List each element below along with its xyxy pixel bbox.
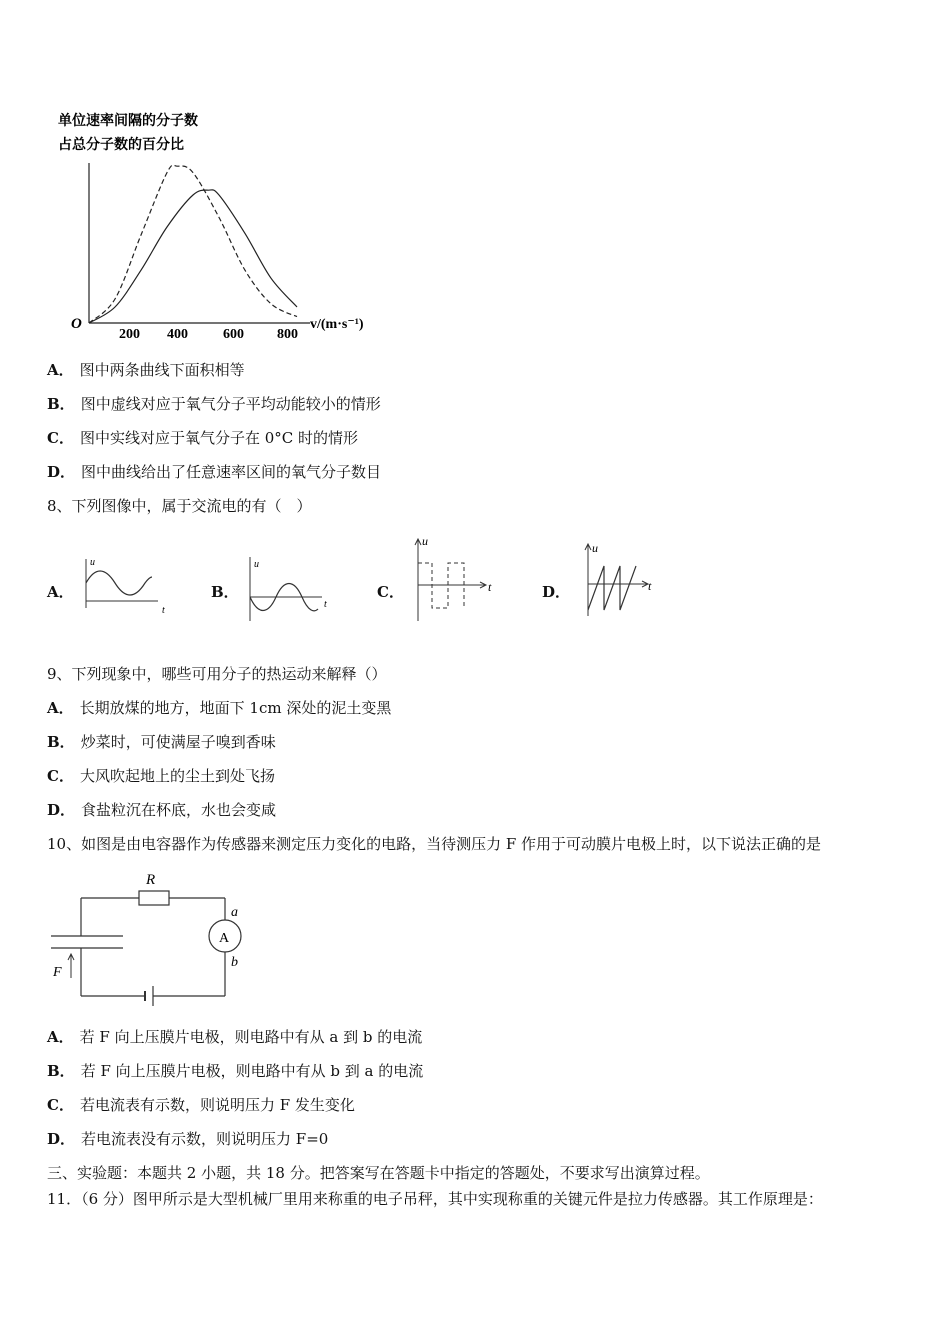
q10-option-c: C． 若电流表有示数，则说明压力 F 发生变化 [47,1096,355,1114]
q9-option-c: C． 大风吹起地上的尘土到处飞扬 [47,767,275,785]
svg-text:R: R [146,872,156,888]
q10-option-b: B． 若 F 向上压膜片电极，则电路中有从 b 到 a 的电流 [47,1062,424,1080]
speed-distribution-chart [55,105,385,345]
q8-stem: 8、下列图像中，属于交流电的有（ ） [47,497,312,515]
q8-graph-b [244,553,339,623]
svg-text:A: A [219,931,230,946]
svg-text:b: b [231,955,238,970]
q8-graph-d [578,540,663,620]
q10-option-a: A． 若 F 向上压膜片电极，则电路中有从 a 到 b 的电流 [47,1028,423,1046]
q7-option-d: D． 图中曲线给出了任意速率区间的氧气分子数目 [47,463,382,481]
q7-option-a: A． 图中两条曲线下面积相等 [47,361,245,379]
q8-label-b: B． [211,583,239,601]
q10-option-d: D． 若电流表没有示数，则说明压力 F=0 [47,1130,329,1148]
q8-label-a: A． [47,583,74,601]
chart-xlabel: v/(m·s⁻¹) [310,317,364,332]
svg-text:t: t [648,579,652,593]
svg-text:u: u [90,557,95,568]
svg-text:u: u [254,559,259,570]
svg-text:u: u [592,541,598,555]
resistor [139,891,169,905]
svg-text:t: t [324,599,327,610]
section-3-heading: 三、实验题：本题共 2 小题，共 18 分。把答案写在答题卡中指定的答题处，不要求写出演算过程。 [47,1164,710,1182]
dashed-curve [89,165,297,323]
x-tick-200: 200 [119,327,140,342]
q8-label-d: D． [542,583,571,601]
q10-circuit [45,866,255,1006]
x-tick-800: 800 [277,327,298,342]
q10-stem: 10、如图是由电容器作为传感器来测定压力变化的电路，当待测压力 F 作用于可动膜片电极上时，以下说法正确的是 [47,835,822,853]
q8-graph-c [408,533,503,623]
svg-text:t: t [488,580,492,594]
chart-origin: O [71,316,82,332]
solid-curve [89,190,297,323]
svg-text:u: u [422,534,428,548]
q9-stem: 9、下列现象中，哪些可用分子的热运动来解释（） [47,665,387,683]
q9-option-d: D． 食盐粒沉在杯底，水也会变咸 [47,801,277,819]
q8-graph-a [80,553,175,618]
x-tick-400: 400 [167,327,188,342]
x-tick-600: 600 [223,327,244,342]
svg-text:a: a [231,905,238,920]
svg-text:F: F [53,965,62,980]
q11-stem: 11．（6 分）图甲所示是大型机械厂里用来称重的电子吊秤，其中实现称重的关键元件是拉力传感器。其工作原理是： [47,1190,823,1208]
chart-ylabel-line1: 单位速率间隔的分子数 [58,114,198,129]
chart-ylabel-line2: 占总分子数的百分比 [58,138,184,153]
q7-option-b: B． 图中虚线对应于氧气分子平均动能较小的情形 [47,395,381,413]
q7-option-c: C． 图中实线对应于氧气分子在 0°C 时的情形 [47,429,359,447]
q9-option-b: B． 炒菜时，可使满屋子嗅到香味 [47,733,276,751]
svg-text:t: t [162,605,165,616]
q8-label-c: C． [377,583,404,601]
q9-option-a: A． 长期放煤的地方，地面下 1cm 深处的泥土变黑 [47,699,392,717]
